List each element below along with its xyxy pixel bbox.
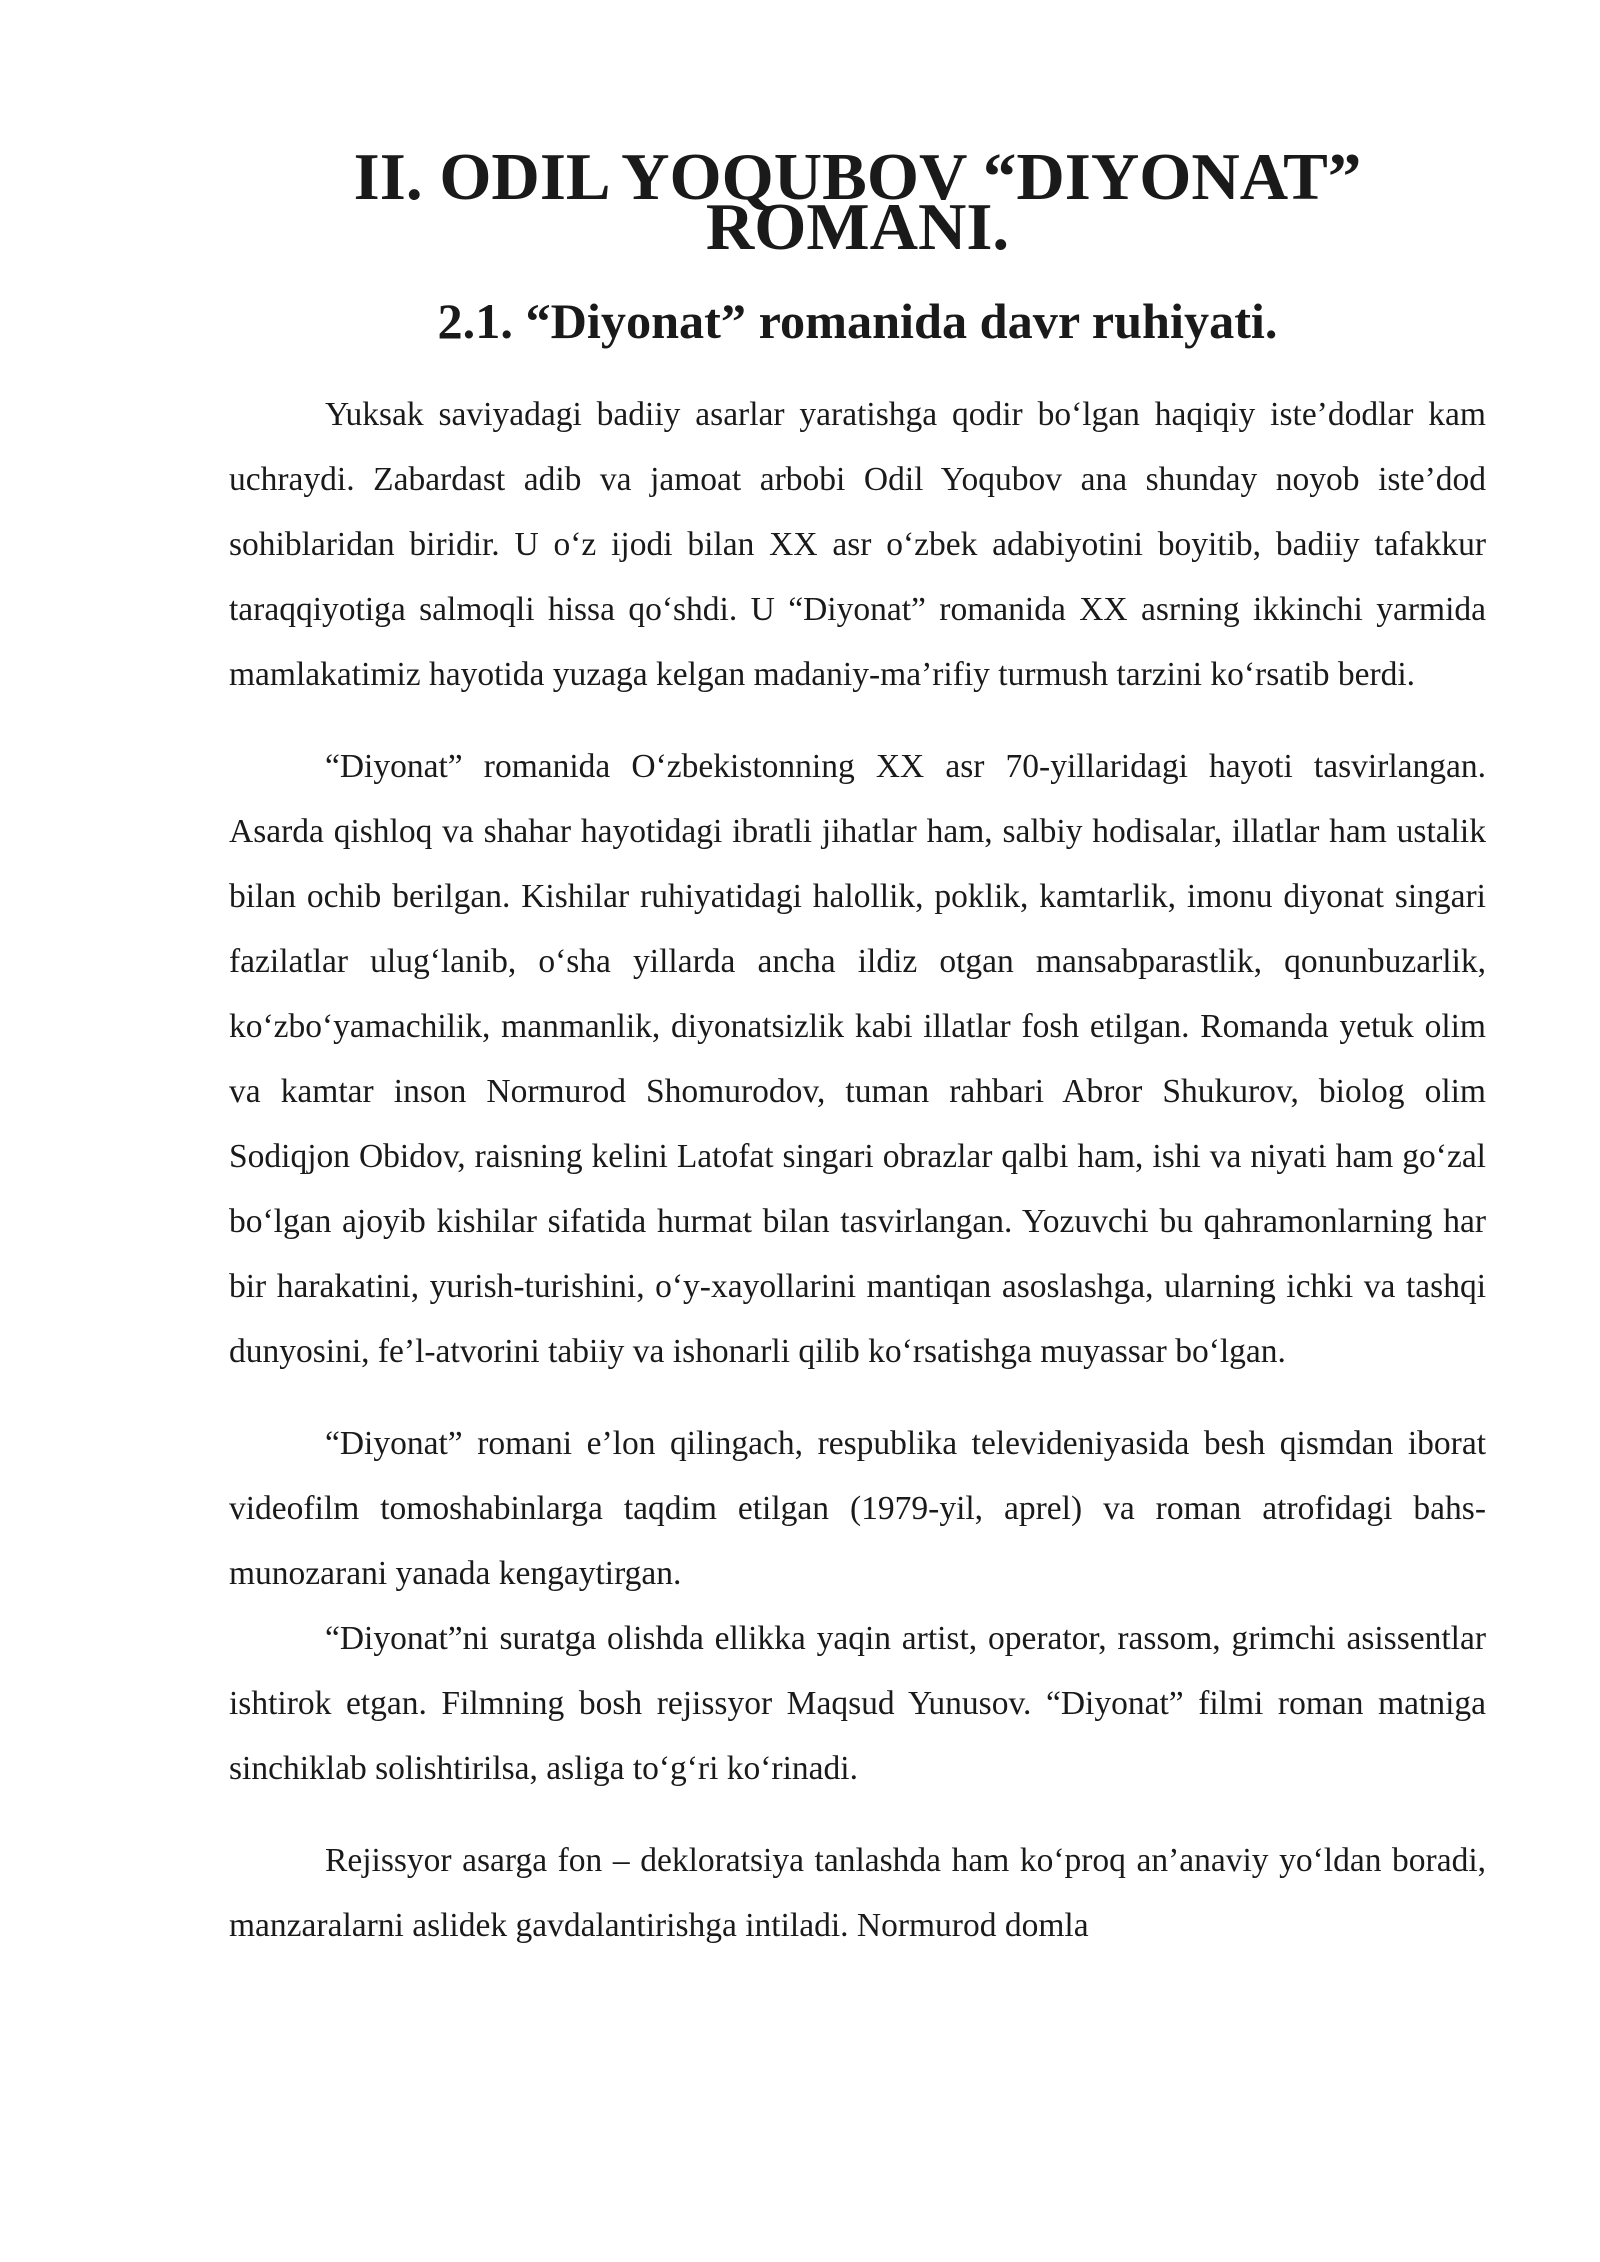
section-heading: 2.1. “Diyonat” romanida davr ruhiyati. [437, 293, 1278, 349]
paragraph-2: “Diyonat” romanida O‘zbekistonning XX asr 70-yillaridagi hayoti tasvirlangan. Asarda qishloq va shahar hayotidagi ibratli jihatlar ham, salbiy hodisalar, illatlar ham ustalik bilan ochib berilgan. Kishilar ruhiyatidagi halollik, poklik, kamtarlik, imonu diyonat singari fazilatlar ulug‘lanib, o‘sha yillarda ancha ildiz otgan mansabparastlik, qonunbuzarlik, ko‘zbo‘yamachilik, manmanlik, diyonatsizlik kabi illatlar fosh etilgan. Romanda yetuk olim va kamtar inson Normurod Shomurodov, tuman rahbari Abror Shukurov, biolog olim Sodiqjon Obidov, raisning kelini Latofat singari obrazlar qalbi ham, ishi va niyati ham go‘zal bo‘lgan ajoyib kishilar sifatida hurmat bilan tasvirlangan. Yozuvchi bu qahramonlarning har bir harakatini, yurish-turishini, o‘y-xayollarini mantiqan asoslashga, ularning ichki va tashqi dunyosini, fe’l-atvorini tabiiy va ishonarli qilib ko‘rsatishga muyassar bo‘lgan. [229, 748, 1486, 1370]
chapter-heading: II. ODIL YOQUBOV “DIYONAT” ROMANI. [353, 140, 1362, 264]
paragraph-1: Yuksak saviyadagi badiiy asarlar yaratishga qodir bo‘lgan haqiqiy iste’dodlar kam uchraydi. Zabardast adib va jamoat arbobi Odil Yoqubov ana shunday noyob iste’dod sohiblaridan biridir. U o‘z ijodi bilan XX asr o‘zbek adabiyotini boyitib, badiiy tafakkur taraqqiyotiga salmoqli hissa qo‘shdi. U “Diyonat” romanida XX asrning ikkinchi yarmida mamlakatimiz hayotida yuzaga kelgan madaniy-ma’rifiy turmush tarzini ko‘rsatib berdi. [229, 396, 1486, 693]
paragraph-3: “Diyonat” romani e’lon qilingach, respublika televideniyasida besh qismdan iborat videofilm tomoshabinlarga taqdim etilgan (1979-yil, aprel) va roman atrofidagi bahs-munozarani yanada kengaytirgan. [229, 1425, 1486, 1592]
document-page [229, 140, 1486, 1958]
paragraph-4: “Diyonat”ni suratga olishda ellikka yaqin artist, operator, rassom, grimchi asissentlar ishtirok etgan. Filmning bosh rejissyor Maqsud Yunusov. “Diyonat” filmi roman matniga sinchiklab solishtirilsa, asliga to‘g‘ri ko‘rinadi. [229, 1620, 1486, 1787]
paragraph-5: Rejissyor asarga fon – dekloratsiya tanlashda ham ko‘proq an’anaviy yo‘ldan boradi, manzaralarni aslidek gavdalantirishga intiladi. Normurod domla [229, 1842, 1486, 1944]
